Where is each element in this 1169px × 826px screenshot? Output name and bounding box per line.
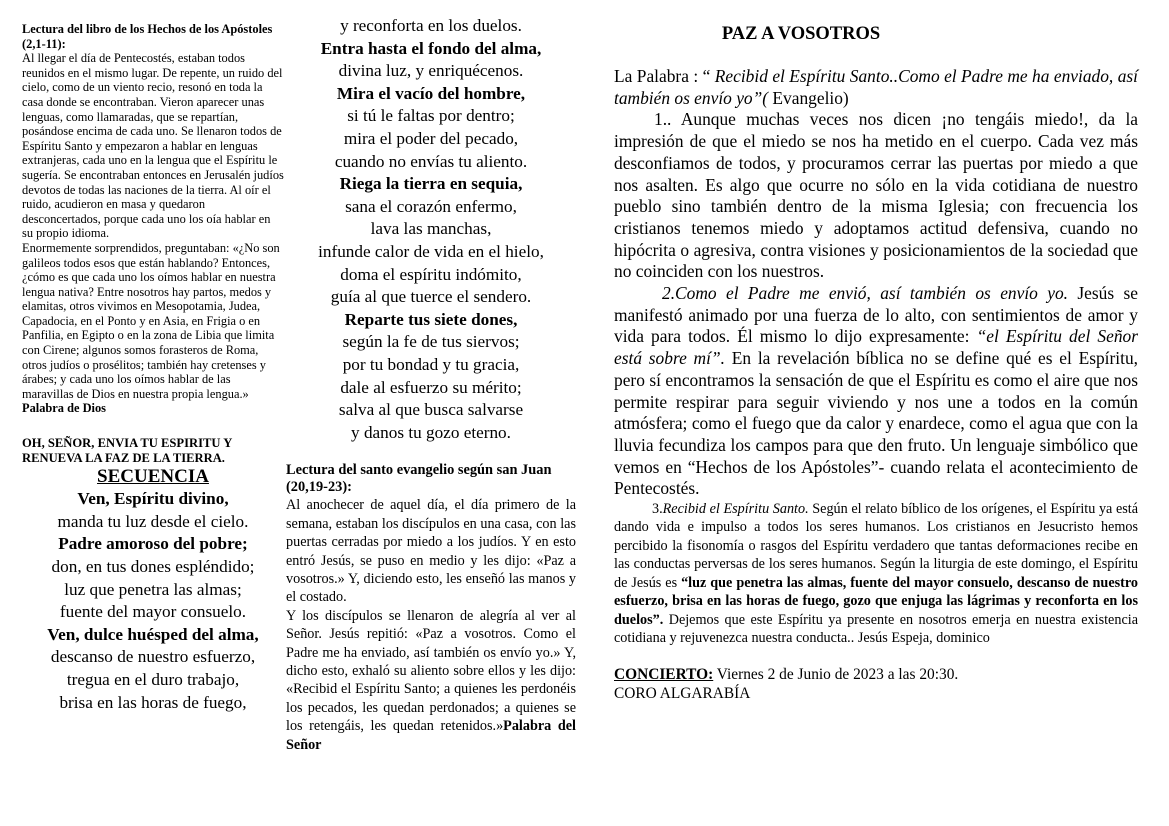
gospel-paragraph-1: Al anochecer de aquel día, el día primero de la semana, estaban los discípulos en una casa, con las puertas cerradas por miedo a los judíos. Y en esto entró Jesús, se puso en medio y les dijo: «Paz a vosotros.» Y, diciendo esto, les enseñó las manos y el costado. xyxy=(286,497,576,606)
p3-bold-quote: “luz que penetra las almas, fuente del mayor consuelo, descanso de nuestro esfuerzo, brisa en las horas de fuego, gozo que enjuga las lágrimas y reconforta en los duelos”. xyxy=(614,574,1139,628)
sequence-verse-line: Ven, dulce huésped del alma, xyxy=(47,624,259,644)
intro-end: Evangelio) xyxy=(768,87,849,108)
choir-name: CORO ALGARABÍA xyxy=(614,685,751,703)
sequence-title: SECUENCIA xyxy=(97,466,209,488)
reflection-paragraph-1: 1.. Aunque muchas veces nos dicen ¡no tengáis miedo!, da la impresión de que el miedo se nos ha metido en el cuerpo. Cada vez más desconfiamos de todos, y procuramos cerrar las puertas por miedo a que nos asalten. Es algo que ocurre no sólo en la vida cotidiana de nuestro pueblo sino también dentro de la misma Iglesia; con frecuencia los cristianos tenemos miedo y adoptamos actitud defensiva, cuando no hipócrita o agresiva, contra visiones y posicionamientos de la sociedad que no coinciden con los nuestros. xyxy=(614,109,1138,282)
sequence-verse-line: y danos tu gozo eterno. xyxy=(351,422,511,442)
concert-line xyxy=(614,665,1138,684)
sequence-verse-line: fuente del mayor consuelo. xyxy=(59,602,247,622)
p3-number: 3. xyxy=(652,501,663,518)
sequence-verses-part-1 xyxy=(22,488,284,714)
sequence-verse-line: dale al esfuerzo su mérito; xyxy=(340,377,522,397)
sequence-verse-line: Padre amoroso del pobre; xyxy=(58,534,248,554)
sequence-verse-line: según la fe de tus siervos; xyxy=(342,332,520,352)
gospel-paragraph-2 xyxy=(286,607,576,754)
p2-text-a: Jesús se manifestó animado por una fuerza de lo alto, con sentimientos de amor y vida para todos. Él mismo lo dijo expresamente: xyxy=(614,283,1139,347)
sequence-verse-line: lava las manchas, xyxy=(370,219,492,239)
sequence-verse-line: tregua en el duro trabajo, xyxy=(66,669,240,689)
sequence-verse-line: por tu bondad y tu gracia, xyxy=(342,354,520,374)
sequence-verse-line: mira el poder del pecado, xyxy=(343,128,519,148)
p3-text-b: Dejemos que este Espíritu ya presente en nosotros emerja en nuestra existencia cotidiana y rejuvenezca nuestra conducta.. Jesús Espeja, dominico xyxy=(614,611,1138,646)
p2-text-b: En la revelación bíblica no se define qué es el Espíritu, pero sí encontramos la sensación de que el Espíritu es como el aire que nos permite respirar para seguir viviendo y nos une a todos en la común atmósfera; como el fuego que da calor y enardece, como el agua que con la lluvia fecundiza los campos para que den fruto. Un lenguaje simbólico que vemos en “Hechos de los Apóstoles”- cuando relata el acontecimiento de Pentecostés. xyxy=(614,348,1138,499)
sequence-verse-line: sana el corazón enfermo, xyxy=(345,196,517,216)
sequence-verse-line: Riega la tierra en sequia, xyxy=(339,174,523,194)
reading1-closing: Palabra de Dios xyxy=(22,401,106,416)
intro-quote: Recibid el Espíritu Santo..Como el Padre me ha enviado, así también os envío yo”( xyxy=(614,66,1138,108)
reading1-text-2: Enormemente sorprendidos, preguntaban: «¿No son galileos todos esos que están hablando? Entonces, ¿cómo es que cada uno los oímos hablar en nuestra lengua nativa? Entre nosotros hay partos, medos y elamitas, otros vivimos en Mesopotamia, Judea, Capadocia, en el Ponto y en Asia, en Frigia o en Panfilia, en Egipto o en la zona de Libia que limita con Cirene; algunos somos forasteros de Roma, otros judíos o prosélitos; también hay cretenses y árabes; y cada uno los oímos hablar de las maravillas de Dios en nuestra propia lengua.» xyxy=(22,240,280,401)
sequence-verse-line: salva al que busca salvarse xyxy=(338,400,524,420)
reading-column-left xyxy=(22,22,284,714)
sequence-verse-line: brisa en las horas de fuego, xyxy=(59,692,247,712)
sequence-verse-line: divina luz, y enriquécenos. xyxy=(338,61,524,81)
sequence-verse-line: cuando no envías tu aliento. xyxy=(334,151,528,171)
concert-label: CONCIERTO: xyxy=(614,666,714,684)
p3-text-a: Según el relato bíblico de los orígenes, el Espíritu ya está dando vida e impulso a todos los seres humanos. Los cristianos en Jesucristo hemos percibido la fisonomía o rasgos del Espíritu verdadero que tantas deformaciones recibe en las conductas perversas de los seres humanos. Según la liturgia de este domingo, el Espíritu de Jesús es xyxy=(614,501,1139,591)
reflection-column xyxy=(614,22,1138,703)
sequence-verse-line: y reconforta en los duelos. xyxy=(340,16,522,35)
reflection-intro xyxy=(614,66,1138,109)
sequence-verse-line: Mira el vacío del hombre, xyxy=(336,83,526,103)
sequence-verse-line: si tú le faltas por dentro; xyxy=(347,106,515,126)
gospel-closing: Palabra del Señor xyxy=(286,718,576,753)
reading1-title: Lectura del libro de los Hechos de los Apóstoles (2,1-11): xyxy=(22,22,273,51)
sequence-verse-line: don, en tus dones espléndido; xyxy=(51,557,255,576)
psalm-response: OH, SEÑOR, ENVIA TU ESPIRITU Y RENUEVA LA FAZ DE LA TIERRA. xyxy=(22,436,232,465)
p2-quote: “el Espíritu del Señor está sobre mí”. xyxy=(614,326,1138,369)
gospel-title: Lectura del santo evangelio según san Juan (20,19-23): xyxy=(286,462,552,496)
sequence-verses-part-2 xyxy=(286,15,576,444)
p3-italic: Recibid el Espíritu Santo. xyxy=(662,501,809,518)
sequence-verse-line: Ven, Espíritu divino, xyxy=(77,489,229,509)
sequence-verse-line: manda tu luz desde el cielo. xyxy=(57,511,249,531)
sequence-verse-line: Entra hasta el fondo del alma, xyxy=(320,38,542,58)
gospel-paragraph-2-text: Y los discípulos se llenaron de alegría al ver al Señor. Jesús repitió: «Paz a vosotros. Como el Padre me ha enviado, así también os envío yo.» Y, dicho esto, exhaló su aliento sobre ellos y les dijo: «Recibid el Espíritu Santo; a quienes les perdonéis los pecados, les quedan perdonados; a quienes se los retengáis, les quedan retenidos.» xyxy=(286,607,576,735)
sequence-verse-line: infunde calor de vida en el hielo, xyxy=(318,241,544,261)
sequence-verse-line: doma el espíritu indómito, xyxy=(340,264,522,284)
reading1-text: Al llegar el día de Pentecostés, estaban todos reunidos en el mismo lugar. De repente, un ruido del cielo, como de un viento recio, resonó en toda la casa donde se encontraban. Vieron aparecer unas lenguas, como llamaradas, que se repartían, posándose encima de cada uno. Se llenaron todos de Espíritu Santo y empezaron a hablar en lenguas extranjeras, cada uno en la lengua que el Espíritu le sugería. Se encontraban entonces en Jerusalén judíos devotos de todas las naciones de la tierra. Al oír el ruido, acudieron en masa y quedaron desconcertados, porque cada uno los oía hablar en su propio idioma. xyxy=(22,51,284,241)
reflection-paragraph-2 xyxy=(614,283,1138,500)
sequence-verse-line: Reparte tus siete dones, xyxy=(344,309,518,329)
intro-label: La Palabra : “ xyxy=(614,66,715,86)
sequence-verse-line: luz que penetra las almas; xyxy=(64,579,242,599)
p2-italic: 2.Como el Padre me envió, así también os envío yo. xyxy=(662,283,1069,304)
sequence-verse-line: descanso de nuestro esfuerzo, xyxy=(50,647,256,667)
sequence-verse-line: guía al que tuerce el sendero. xyxy=(330,287,532,307)
reflection-paragraph-3 xyxy=(614,500,1138,647)
concert-text: Viernes 2 de Junio de 2023 a las 20:30. xyxy=(713,666,959,684)
reflection-heading: PAZ A VOSOTROS xyxy=(721,24,881,44)
reading-column-middle xyxy=(286,15,576,754)
